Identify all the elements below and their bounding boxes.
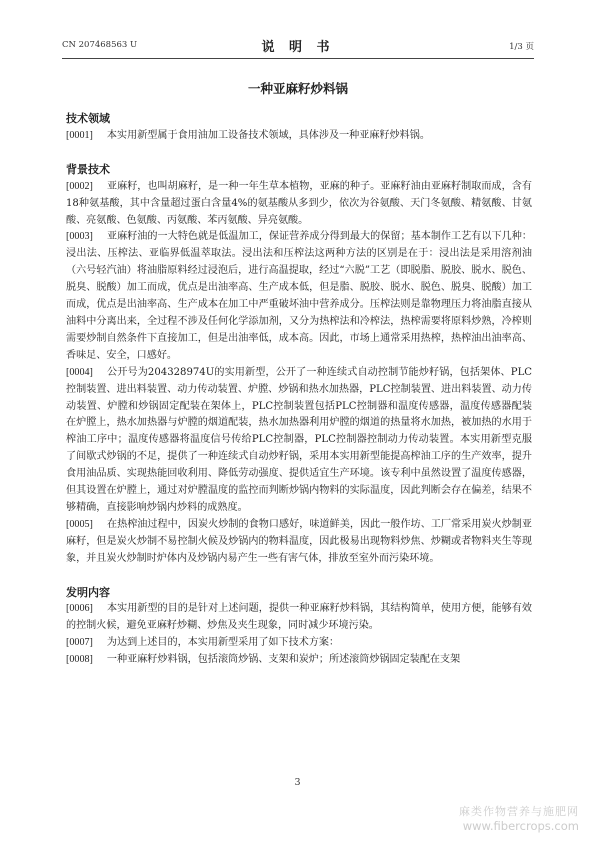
paragraph [66,229,532,364]
paragraph-number: [0001] [66,129,93,141]
paragraph-text: 亚麻籽，也叫胡麻籽，是一种一年生草本植物，亚麻的种子。亚麻籽油由亚麻籽制取而成，含有18种氨基酸，其中含量超过蛋白含量4%的氨基酸从多到少，依次为谷氨酸、天门冬氨酸、精氨酸、甘氨酸、亮氨酸、色氨酸、丙氨酸、苯丙氨酸、异亮氨酸。 [66,180,532,226]
watermark [459,805,579,833]
paragraph-number: [0003] [66,231,93,243]
paragraph-text: 一种亚麻籽炒料锅，包括滚筒炒锅、支架和炭炉；所述滚筒炒锅固定装配在支架 [106,654,461,666]
paragraph [66,179,532,230]
paragraph-text: 在热榨油过程中，因炭火炒制的食物口感好，味道鲜美，因此一般作坊、工厂常采用炭火炒制亚麻籽，但是炭火炒制不易控制火候及炒锅内的物料温度，因此极易出现物料炒焦、炒糊或者物料夹生等现象，并且炭火炒制时炉体内及炒锅内易产生一些有害气体，排放至室外而污染环境。 [66,518,532,564]
document-title: 一种亚麻籽炒料锅 [247,81,348,96]
watermark-url: www.fibercrops.com [462,819,579,833]
paragraph [66,517,532,568]
patent-number: CN 207468563 U [62,40,138,50]
paragraph-text: 本实用新型属于食用油加工设备技术领域，具体涉及一种亚麻籽炒料锅。 [106,129,430,141]
paragraph-number: [0006] [66,603,93,615]
section-heading: 背景技术 [66,162,110,176]
page-count: 1/3 页 [509,42,534,52]
section-heading: 技术领域 [66,112,110,125]
header-divider [62,58,534,59]
page-number: 3 [294,777,301,788]
paragraph [66,635,532,652]
paragraph-text: 为达到上述目的，本实用新型采用了如下技术方案： [106,637,340,649]
paragraph-text: 公开号为204328974U的实用新型，公开了一种连续式自动控制节能炒籽锅，包括架体、PLC控制装置、进出料装置、动力传动装置、炉膛、炒锅和热水加热器，PLC控制装置、进出料装置、动力传动装置、炉膛和炒锅固定配装在架体上，PLC控制装置包括PLC控制器和温度传感器，温度传感器配装在炉膛上，热水加热器与炉膛的烟道配装，热水加热器利用炉膛的烟道的热量将水加热，被加热的水用于榨油工序中；温度传感器将温度信号传给PLC控制器，PLC控制器控制动力传动装置。本实用新型克服了间歇式炒锅的不足，提供了一种连续式自动炒籽锅，采用本实用新型能提高榨油工序的生产效率，提升食用油品质、实现热能回收利用、降低劳动强度、提供适宜生产环境。该专利中虽然设置了温度传感器，但其设置在炉膛上，通过对炉膛温度的监控而判断炒锅内物料的实际温度，因此判断会存在偏差，结果不够精确，直接影响炒锅内炒料的成熟度。 [66,366,532,513]
paragraph-number: [0005] [66,518,93,530]
paragraph [66,128,532,145]
paragraph [66,365,532,517]
paragraph-text: 本实用新型的目的是针对上述问题，提供一种亚麻籽炒料锅，其结构简单，使用方便，能够有效的控制火候，避免亚麻籽炒糊、炒焦及夹生现象，同时减少环境污染。 [66,603,532,632]
page-header [62,34,534,56]
paragraph-text: 亚麻籽油的一大特色就是低温加工，保证营养成分得到最大的保留；基本制作工艺有以下几种：浸出法、压榨法、亚临界低温萃取法。浸出法和压榨法这两种方法的区别是在于：浸出法是采用溶剂油（六号轻汽油）将油脂原料经过浸泡后，进行高温提取，经过“六脱”工艺（即脱脂、脱胶、脱水、脱色、脱臭、脱酸）加工而成，优点是出油率高、生产成本低，但是脂、脱胶、脱水、脱色、脱臭、脱酸）加工而成，优点是出油率高、生产成本在加工中严重破坏油中营养成分。压榨法则是靠物理压力将油脂直接从油料中分离出来，全过程不涉及任何化学添加剂，又分为热榨法和冷榨法，热榨需要将原料炒熟，冷榨则需要炒制自然条件下直接加工，但是出油率低，成本高。因此，市场上通常采用热榨，热榨油出油率高、香味足、安全，口感好。 [66,231,532,361]
document-body [66,111,532,669]
watermark-site-name: 麻类作物营养与施肥网 [459,805,579,818]
section-heading: 发明内容 [66,585,110,599]
paragraph-number: [0004] [66,366,93,378]
paragraph [66,601,532,635]
paragraph-number: [0008] [66,654,93,666]
document-type: 说 明 书 [261,40,335,55]
paragraph-number: [0007] [66,637,93,649]
paragraph-number: [0002] [66,180,93,192]
paragraph [66,652,532,669]
